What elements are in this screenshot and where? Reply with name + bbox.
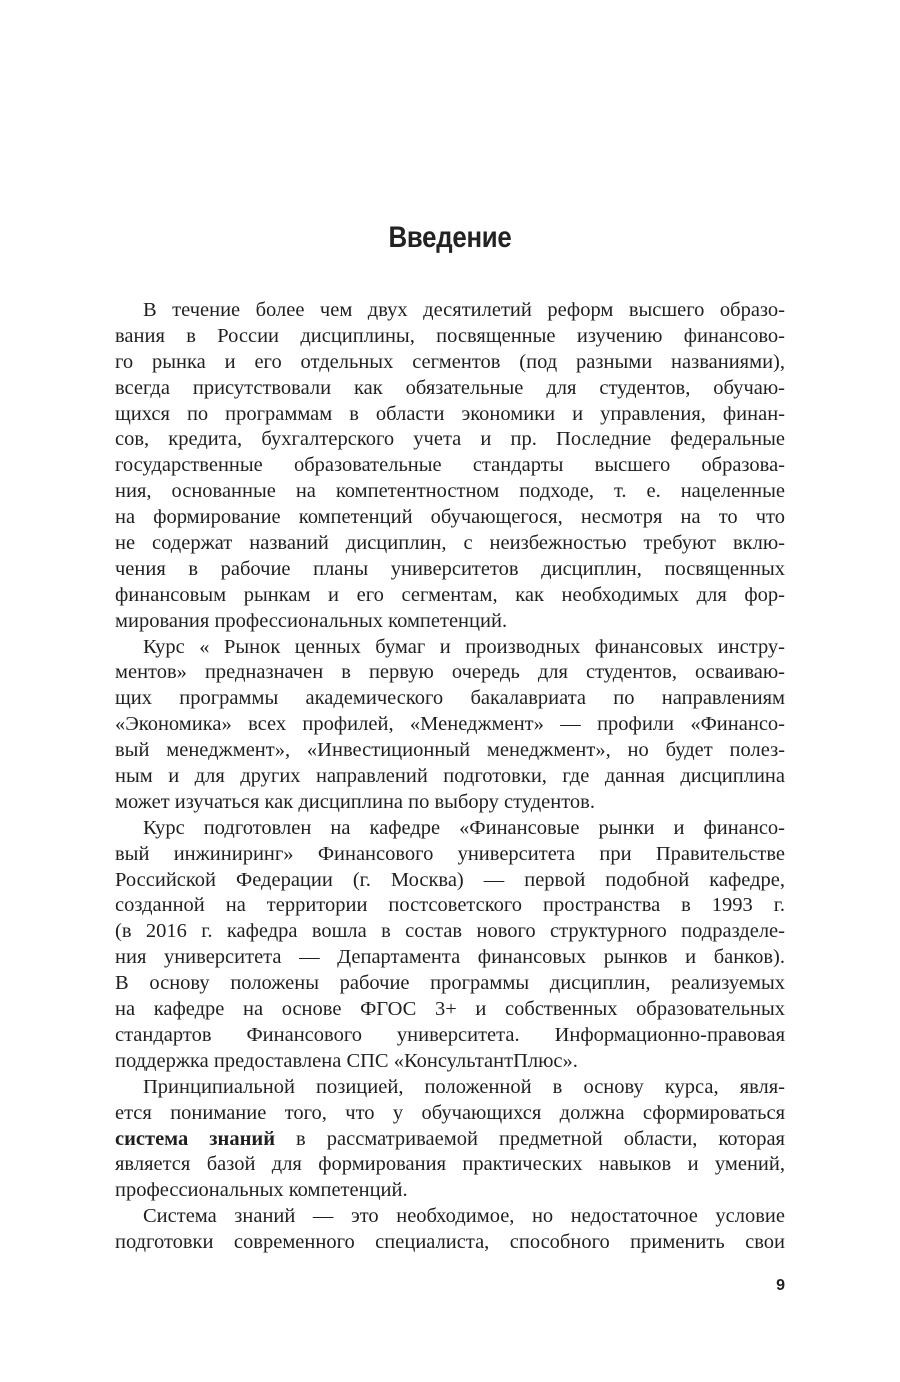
text-line: (в 2016 г. кафедра вошла в состав нового структурного подразделе- [115, 920, 785, 943]
paragraph-3 [115, 816, 785, 1075]
text-fragment: в рассматриваемой предметной области, которая [275, 1127, 785, 1150]
text-line: Российской Федерации (г. Москва) — первой подобной кафедре, [115, 868, 785, 891]
text-line: В течение более чем двух десятилетий реформ высшего образо- [143, 299, 785, 321]
text-line: ным и для других направлений подготовки, где данная дисциплина [115, 765, 785, 788]
text-line: всегда присутствовали как обязательные для студентов, обучаю- [115, 376, 785, 399]
text-line: щих программы академического бакалавриата по направлениям [115, 687, 785, 710]
text-line: является базой для формирования практических навыков и умений, [115, 1153, 785, 1176]
paragraph-4 [115, 1075, 785, 1204]
text-line: сов, кредита, бухгалтерского учета и пр. Последние федеральные [115, 428, 785, 451]
page-title: Введение [388, 221, 512, 254]
text-line: вания в России дисциплины, посвященные изучению финансово- [115, 324, 785, 347]
text-line: В основу положены рабочие программы дисциплин, реализуемых [115, 972, 785, 995]
text-line: может изучаться как дисциплина по выбору студентов. [115, 790, 595, 813]
text-line: Курс « Рынок ценных бумаг и производных финансовых инстру- [143, 635, 785, 658]
text-line: чения в рабочие планы университетов дисциплин, посвященных [115, 557, 785, 580]
text-line: поддержка предоставлена СПС «КонсультантПлюс». [115, 1049, 578, 1072]
text-line: не содержат названий дисциплин, с неизбежностью требуют вклю- [115, 532, 785, 555]
paragraph-5 [115, 1204, 785, 1256]
text-line: стандартов Финансового университета. Информационно-правовая [115, 1023, 785, 1046]
text-line: щихся по программам в области экономики и управления, финан- [115, 402, 785, 425]
page-number: 9 [776, 1277, 785, 1294]
text-line: финансовым рынкам и его сегментам, как необходимых для фор- [115, 583, 785, 606]
text-line: ментов» предназначен в первую очередь для студентов, осваиваю- [115, 661, 785, 684]
text-line: ется понимание того, что у обучающихся должна сформироваться [115, 1101, 785, 1124]
text-line: государственные образовательные стандарты высшего образова- [115, 454, 785, 477]
paragraph-2 [115, 635, 785, 816]
paragraph-1 [115, 298, 785, 635]
text-line: на формирование компетенций обучающегося, несмотря на то что [115, 506, 785, 529]
emphasis-term: система знаний [115, 1127, 276, 1150]
body-text [115, 298, 785, 1256]
text-line: мирования профессиональных компетенций. [115, 609, 508, 632]
text-line: Система знаний — это необходимое, но недостаточное условие [143, 1205, 785, 1228]
text-line: вый менеджмент», «Инвестиционный менеджмент», но будет полез- [115, 739, 785, 762]
text-line: ния университета — Департамента финансовых рынков и банков). [115, 946, 785, 969]
text-line: Принципиальной позицией, положенной в основу курса, явля- [143, 1075, 785, 1098]
text-line: го рынка и его отдельных сегментов (под разными названиями), [115, 350, 785, 373]
text-line-with-emphasis [115, 1127, 785, 1153]
text-line: вый инжиниринг» Финансового университета при Правительстве [115, 842, 785, 865]
text-line: «Экономика» всех профилей, «Менеджмент» — профили «Финансо- [115, 713, 785, 736]
text-line: созданной на территории постсоветского пространства в 1993 г. [115, 894, 785, 917]
text-line: профессиональных компетенций. [115, 1179, 408, 1202]
text-line: Курс подготовлен на кафедре «Финансовые рынки и финансо- [143, 816, 785, 839]
text-line: подготовки современного специалиста, способного применить свои [115, 1231, 785, 1254]
text-line: на кафедре на основе ФГОС 3+ и собственных образовательных [115, 998, 785, 1021]
text-line: ния, основанные на компетентностном подходе, т. е. нацеленные [115, 480, 785, 503]
